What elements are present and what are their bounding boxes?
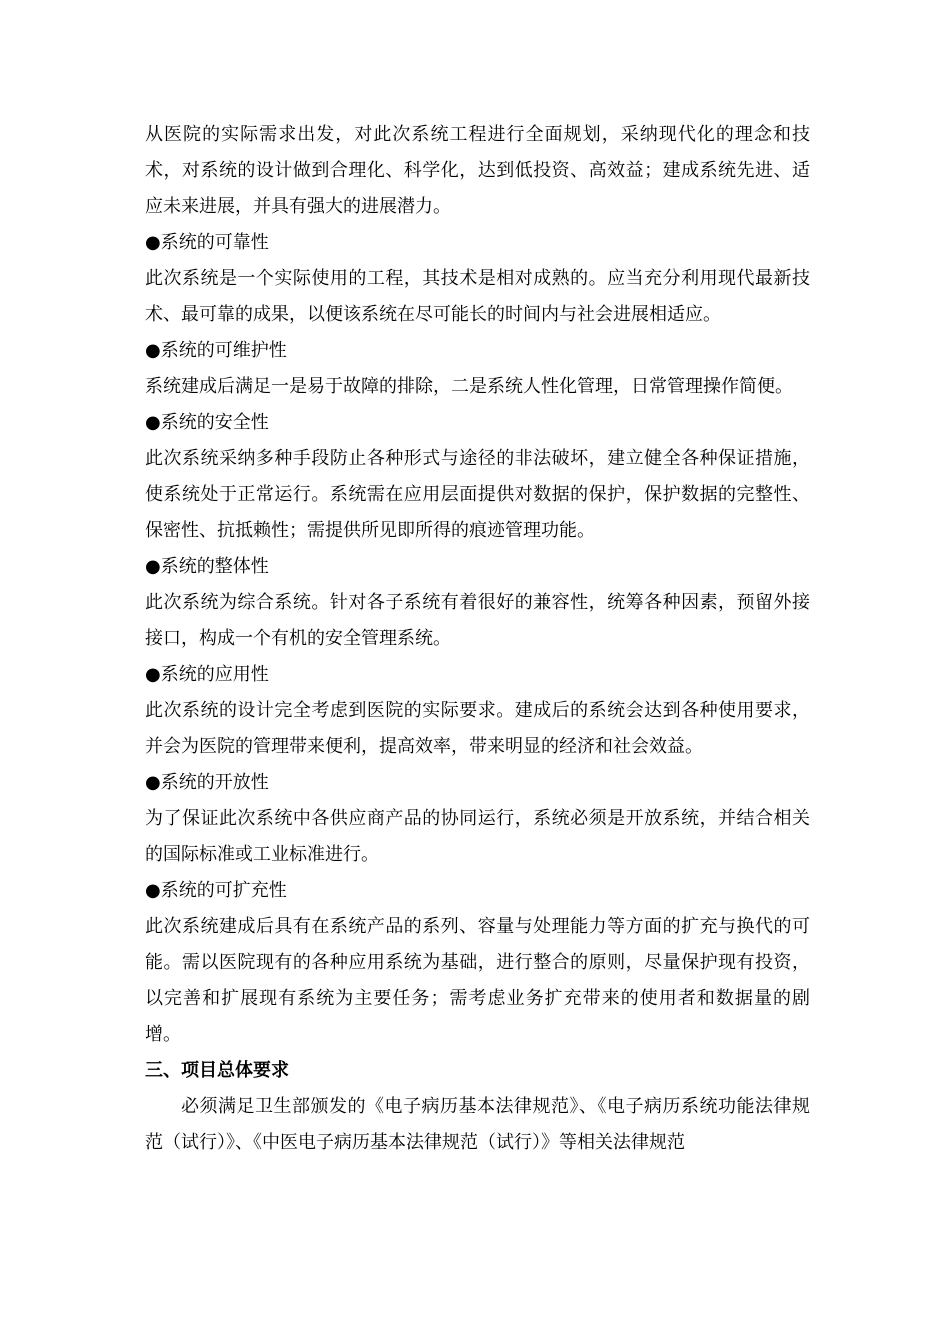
maintainability-body: 系统建成后满足一是易于故障的排除，二是系统人性化管理，日常管理操作简便。 [145, 376, 793, 397]
openness-body: 为了保证此次系统中各供应商产品的协同运行，系统必须是开放系统，并结合相关的国际标准或工业标准进行。 [145, 808, 810, 865]
integrity-heading: ●系统的整体性 [145, 556, 269, 577]
intro-paragraph: 从医院的实际需求出发，对此次系统工程进行全面规划，采纳现代化的理念和技术，对系统的设计做到合理化、科学化，达到低投资、高效益；建成系统先进、适应未来进展，并具有强大的进展潜力。 [145, 124, 810, 217]
section-three-heading: 三、项目总体要求 [145, 1060, 289, 1081]
scalability-heading: ●系统的可扩充性 [145, 880, 287, 901]
security-heading: ●系统的安全性 [145, 412, 269, 433]
applicability-body: 此次系统的设计完全考虑到医院的实际要求。建成后的系统会达到各种使用要求，并会为医院的管理带来便利，提高效率，带来明显的经济和社会效益。 [145, 700, 810, 757]
scalability-body: 此次系统建成后具有在系统产品的系列、容量与处理能力等方面的扩充与换代的可能。需以医院现有的各种应用系统为基础，进行整合的原则，尽量保护现有投资，以完善和扩展现有系统为主要任务；需考虑业务扩充带来的使用者和数据量的剧增。 [145, 916, 810, 1045]
reliability-heading: ●系统的可靠性 [145, 232, 269, 253]
reliability-body: 此次系统是一个实际使用的工程，其技术是相对成熟的。应当充分利用现代最新技术、最可靠的成果，以便该系统在尽可能长的时间内与社会进展相适应。 [145, 268, 810, 325]
document-page [145, 117, 810, 1161]
openness-heading: ●系统的开放性 [145, 772, 269, 793]
section-three-body: 必须满足卫生部颁发的《电子病历基本法律规范》、《电子病历系统功能法律规范（试行）》、《中医电子病历基本法律规范（试行）》等相关法律规范 [145, 1096, 810, 1153]
integrity-body: 此次系统为综合系统。针对各子系统有着很好的兼容性，统筹各种因素，预留外接接口，构成一个有机的安全管理系统。 [145, 592, 810, 649]
maintainability-heading: ●系统的可维护性 [145, 340, 287, 361]
applicability-heading: ●系统的应用性 [145, 664, 269, 685]
security-body: 此次系统采纳多种手段防止各种形式与途径的非法破坏，建立健全各种保证措施，使系统处于正常运行。系统需在应用层面提供对数据的保护，保护数据的完整性、保密性、抗抵赖性；需提供所见即所得的痕迹管理功能。 [145, 448, 810, 541]
